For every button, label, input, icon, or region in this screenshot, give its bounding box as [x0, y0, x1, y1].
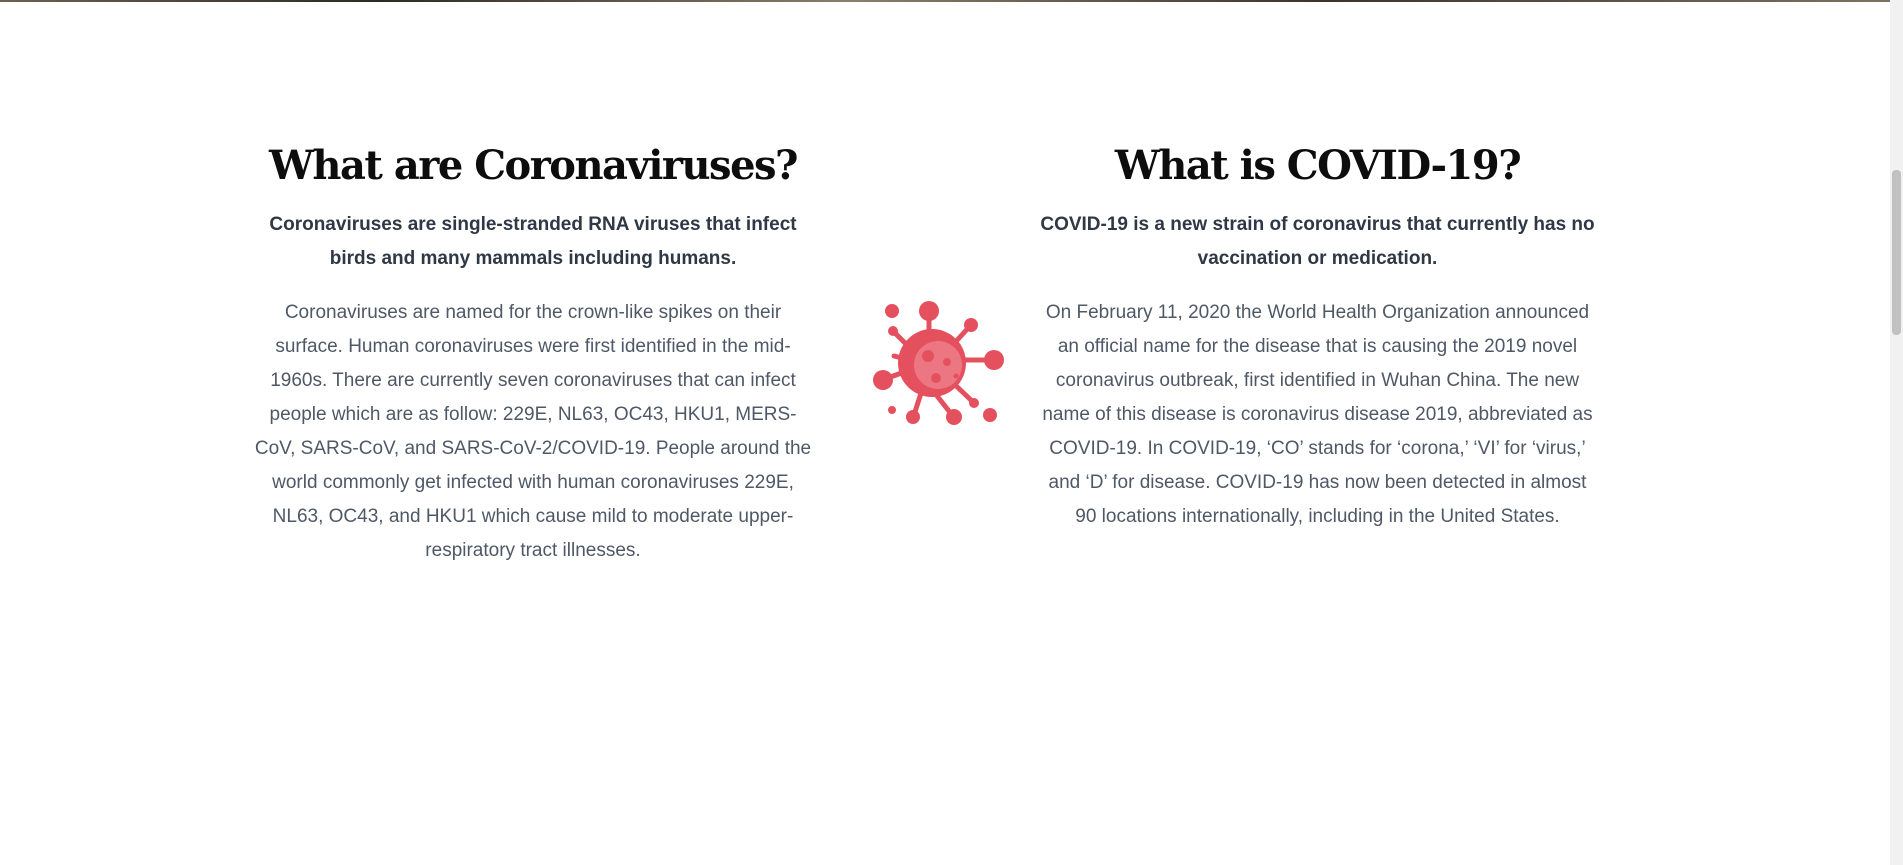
covid19-heading: What is COVID-19?	[1114, 142, 1521, 189]
covid19-body: On February 11, 2020 the World Health Organization announced an official name for the disease that is causing the 2019 novel coronavirus outbreak, first identified in Wuhan China. The new name of this disease is coronavirus disease 2019, abbreviated as COVID-19. In COVID-19, ‘CO’ stands for ‘corona,’ ‘VI’ for ‘virus,’ and ‘D’ for disease. COVID-19 has now been detected in almost 90 locations internationally, including in the United States.	[1042, 302, 1593, 527]
coronaviruses-lead: Coronaviruses are single-stranded RNA viruses that infect birds and many mammals including humans.	[269, 214, 797, 269]
covid19-lead: COVID-19 is a new strain of coronavirus that currently has no vaccination or medication.	[1040, 214, 1595, 269]
coronaviruses-body: Coronaviruses are named for the crown-like spikes on their surface. Human coronaviruses were first identified in the mid-1960s. There are currently seven coronaviruses that can infect people which are as follow: 229E, NL63, OC43, HKU1, MERS-CoV, SARS-CoV, and SARS-CoV-2/COVID-19. People around the world commonly get infected with human coronaviruses 229E, NL63, OC43, and HKU1 which cause mild to moderate upper-respiratory tract illnesses.	[254, 302, 812, 561]
page-scrollbar[interactable]	[1890, 0, 1903, 865]
virus-icon	[872, 298, 1010, 436]
coronaviruses-section	[252, 138, 814, 568]
covid19-section	[1040, 138, 1595, 534]
coronaviruses-heading: What are Coronaviruses?	[269, 142, 797, 189]
hero-image-bottom-edge	[0, 0, 1890, 2]
scrollbar-thumb[interactable]	[1892, 170, 1901, 335]
